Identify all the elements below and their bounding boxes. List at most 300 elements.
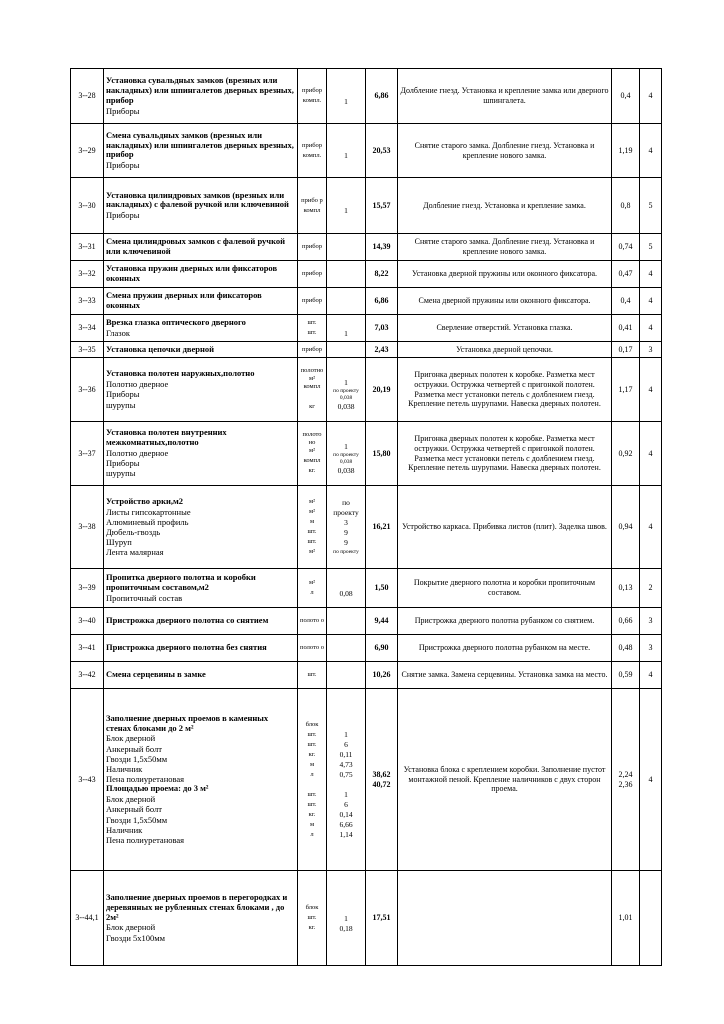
material-name: Блок дверной <box>106 922 156 933</box>
material-name: Пропиточный состав <box>106 592 183 603</box>
names-cell <box>104 422 298 486</box>
norm-cell: 15,57 <box>366 178 398 234</box>
material-unit: м² <box>308 447 316 455</box>
units-cell <box>298 358 327 422</box>
units-cell <box>298 261 327 288</box>
row-units <box>300 497 324 557</box>
coef-cell: 0,13 <box>612 569 640 608</box>
material-unit: м² <box>308 579 316 587</box>
row-names <box>106 76 295 115</box>
row-units <box>300 141 324 161</box>
material-qty: 0,75 <box>339 770 353 779</box>
work-description: Пригонка дверных полотен к коробке. Разметка мест остружки. Остружка четвертей с пригонкой полотен. Разметка мест установки петель с долблением гнезд. Крепление петель шурупами. Навеска дверных полотен. <box>398 422 612 486</box>
norm-cell: 14,39 <box>366 234 398 261</box>
material-qty: 1 <box>344 790 348 799</box>
units-cell <box>298 234 327 261</box>
names-cell <box>104 69 298 124</box>
material-qty <box>329 643 363 653</box>
coef-cell: 0,48 <box>612 635 640 662</box>
coef-cell: 0,4 <box>612 288 640 315</box>
row-units <box>300 720 324 840</box>
qtys-cell <box>327 261 366 288</box>
work-description: Долбление гнезд. Установка и крепление замка или дверного шпингалета. <box>398 69 612 124</box>
row-code: 3--29 <box>71 124 104 178</box>
names-cell <box>104 342 298 358</box>
coef-cell: 1,17 <box>612 358 640 422</box>
material-qty: 6,66 <box>339 820 353 829</box>
units-cell <box>298 871 327 966</box>
qtys-cell <box>327 689 366 871</box>
category-cell: 4 <box>640 486 662 569</box>
row-qtys <box>329 196 363 216</box>
work-description: Снятие старого замка. Долбление гнезд. Установка и крепление нового замка. <box>398 124 612 178</box>
material-qty <box>329 432 363 442</box>
material-qty: 1 <box>344 328 348 338</box>
material-qty: 0,11 <box>339 750 353 759</box>
coef-cell <box>612 689 640 871</box>
names-cell <box>104 234 298 261</box>
material-unit: кг. <box>308 750 316 758</box>
work-title: Установка полотен внутренних межкомнатных,полотно <box>106 427 227 448</box>
material-name: Гвозди 5х100мм <box>106 932 166 943</box>
row-qtys <box>329 670 363 680</box>
work-description: Долбление гнезд. Установка и крепление замка. <box>398 178 612 234</box>
row-units <box>300 431 324 477</box>
row-names <box>106 369 295 410</box>
material-unit: кг. <box>308 810 316 818</box>
material-qty: по проекту 0,038 <box>333 451 359 465</box>
material-qty: 3 <box>344 517 348 527</box>
material-qty <box>329 368 363 378</box>
coef-cell: 0,66 <box>612 608 640 635</box>
row-units <box>300 269 324 279</box>
material-name: Приборы <box>106 389 140 400</box>
material-unit: прибо р <box>301 196 323 204</box>
table-row <box>71 689 662 871</box>
row-units <box>300 903 324 933</box>
material-qty: 1,14 <box>339 830 353 839</box>
qtys-cell <box>327 69 366 124</box>
norm-cell: 2,43 <box>366 342 398 358</box>
material-unit: прибор <box>301 87 322 95</box>
material-qty <box>329 141 363 151</box>
material-unit: м <box>309 820 315 828</box>
material-name: Приборы <box>106 160 140 171</box>
row-units <box>300 616 324 626</box>
row-units <box>300 578 324 598</box>
work-title: Смена серцевины в замке <box>106 669 206 680</box>
norm-cell: 10,26 <box>366 662 398 689</box>
table-row <box>71 635 662 662</box>
names-cell <box>104 178 298 234</box>
material-unit: компл. <box>302 151 322 159</box>
category-cell: 4 <box>640 124 662 178</box>
material-qty <box>329 616 363 626</box>
row-units <box>300 345 324 355</box>
material-qty <box>329 86 363 96</box>
qtys-cell <box>327 871 366 966</box>
row-code: 3--41 <box>71 635 104 662</box>
work-description: Смена дверной пружины или оконного фиксатора. <box>398 288 612 315</box>
norm-cell: 7,03 <box>366 315 398 342</box>
material-unit: компл <box>303 457 321 465</box>
table-row <box>71 315 662 342</box>
material-qty: 0,14 <box>339 810 353 819</box>
row-units <box>300 196 324 216</box>
material-unit: компл <box>303 206 321 214</box>
qtys-cell <box>327 124 366 178</box>
coef-cell: 1,01 <box>612 871 640 966</box>
row-qtys <box>329 345 363 355</box>
row-qtys <box>329 720 363 840</box>
row-qtys <box>329 497 363 557</box>
qtys-cell <box>327 569 366 608</box>
material-unit: м <box>309 760 315 768</box>
material-name: Полотно дверное <box>106 379 169 390</box>
material-qty <box>329 780 363 790</box>
row-qtys <box>329 86 363 106</box>
qtys-cell <box>327 608 366 635</box>
row-qtys <box>329 643 363 653</box>
names-cell <box>104 486 298 569</box>
row-qtys <box>329 903 363 933</box>
material-name: Наличник <box>106 824 143 835</box>
material-qty: 9 <box>344 537 348 547</box>
material-qty: по проекту <box>333 548 359 555</box>
row-code: 3--35 <box>71 342 104 358</box>
table-row <box>71 358 662 422</box>
material-qty: 1 <box>344 206 348 215</box>
material-qty: 4,73 <box>339 760 353 769</box>
row-units <box>300 296 324 306</box>
material-unit <box>300 392 324 402</box>
norm-pair <box>368 770 395 789</box>
qtys-cell <box>327 635 366 662</box>
material-unit: шт. <box>307 730 317 738</box>
work-title: Установка цилиндровых замков (врезных или накладных) с фалевой ручкой или ключевиной <box>106 189 289 210</box>
work-description: Пригонка дверных полотен к коробке. Разметка мест остружки. Остружка четвертей с пригонкой полотен. Разметка мест установки петель с долблением гнезд. Крепление петель шурупами. Навеска дверных полотен. <box>398 358 612 422</box>
category-cell: 4 <box>640 261 662 288</box>
material-qty: 1 <box>344 378 348 388</box>
names-cell <box>104 569 298 608</box>
work-title: Смена цилиндровых замков с фалевой ручкой или ключевиной <box>106 236 286 256</box>
work-title: Устройство арки,м2 <box>106 495 184 506</box>
row-names <box>106 428 295 478</box>
norm-cell: 8,22 <box>366 261 398 288</box>
norm-cell: 20,19 <box>366 358 398 422</box>
norm-cell: 1,50 <box>366 569 398 608</box>
work-description: Снятие старого замка. Долбление гнезд. Установка и крепление нового замка. <box>398 234 612 261</box>
coef-cell: 0,17 <box>612 342 640 358</box>
row-units <box>300 643 324 653</box>
table-row <box>71 178 662 234</box>
material-unit: шт. <box>307 790 317 798</box>
row-code: 3--43 <box>71 689 104 871</box>
material-name: Анкерный болт <box>106 804 162 815</box>
units-cell <box>298 486 327 569</box>
row-qtys <box>329 242 363 252</box>
units-cell <box>298 124 327 178</box>
work-description: Установка блока с креплением коробки. Заполнение пустот монтажной пеной. Крепление наличников с двух сторон проема. <box>398 689 612 871</box>
qtys-cell <box>327 358 366 422</box>
row-names <box>106 573 295 603</box>
row-names <box>106 643 295 653</box>
material-unit: блок <box>305 720 319 728</box>
names-cell <box>104 358 298 422</box>
material-unit: прибор <box>301 270 322 278</box>
units-cell <box>298 315 327 342</box>
row-names <box>106 670 295 680</box>
work-description: Установка дверной пружины или оконного фиксатора. <box>398 261 612 288</box>
work-title: Заполнение дверных проемов в каменных стенах блоками до 2 м² <box>106 712 269 733</box>
qtys-cell <box>327 486 366 569</box>
material-unit: шт. <box>307 329 317 337</box>
row-code: 3--39 <box>71 569 104 608</box>
material-name: Шуруп <box>106 537 132 548</box>
material-qty: 1 <box>344 913 348 923</box>
material-unit: прибор <box>301 243 322 251</box>
material-unit: шт. <box>307 671 317 679</box>
material-unit: компл. <box>302 97 322 105</box>
category-cell: 5 <box>640 178 662 234</box>
material-name: Анкерный болт <box>106 743 162 754</box>
category-cell: 2 <box>640 569 662 608</box>
coef-cell: 0,59 <box>612 662 640 689</box>
material-name: Дюбель-гвоздь <box>106 526 161 537</box>
row-names <box>106 131 295 170</box>
category-cell <box>640 871 662 966</box>
row-qtys <box>329 432 363 475</box>
material-unit: м² <box>308 498 316 506</box>
row-names <box>106 237 295 257</box>
norm-value: 38,62 <box>372 769 391 779</box>
qtys-cell <box>327 315 366 342</box>
work-title: Установка сувальдных замков (врезных или накладных) или шпингалетов дверных врезных, прибор <box>106 75 294 105</box>
row-names <box>106 318 295 338</box>
material-unit: прибор <box>301 141 322 149</box>
row-names <box>106 291 295 311</box>
coef-cell: 0,74 <box>612 234 640 261</box>
material-unit: кг. <box>308 467 316 475</box>
row-names <box>106 191 295 221</box>
material-name: шурупы <box>106 399 136 410</box>
material-qty: по проекту 0,038 <box>333 387 359 401</box>
names-cell <box>104 261 298 288</box>
work-title: Площадью проема: до 3 м² <box>106 783 209 794</box>
work-title: Установка пружин дверных или фиксаторов оконных <box>106 263 278 283</box>
material-unit: полото о <box>300 644 324 652</box>
coef-cell: 1,19 <box>612 124 640 178</box>
material-unit: прибор <box>301 345 322 353</box>
material-name: Пена полиуретановая <box>106 835 185 846</box>
qtys-cell <box>327 288 366 315</box>
row-code: 3--32 <box>71 261 104 288</box>
qtys-cell <box>327 234 366 261</box>
norm-cell: 6,90 <box>366 635 398 662</box>
material-qty <box>329 345 363 355</box>
row-names <box>106 345 295 355</box>
material-qty <box>329 720 363 730</box>
row-code: 3--33 <box>71 288 104 315</box>
coef-cell: 0,94 <box>612 486 640 569</box>
norm-cell: 17,51 <box>366 871 398 966</box>
material-name: Алюминевый профиль <box>106 516 189 527</box>
material-unit: блок <box>305 904 319 912</box>
table-row <box>71 342 662 358</box>
table-row <box>71 486 662 569</box>
work-description: Сверление отверстий. Установка глазка. <box>398 315 612 342</box>
table-row <box>71 69 662 124</box>
work-title: Пристрожка дверного полотна со снятием <box>106 615 269 626</box>
coef-value: 2,36 <box>618 779 633 789</box>
material-unit: шт. <box>307 914 317 922</box>
row-names <box>106 893 295 943</box>
category-cell: 4 <box>640 422 662 486</box>
work-title: Пропитка дверного полотна и коробки пропиточным составом,м2 <box>106 572 256 592</box>
material-qty: 0,038 <box>337 465 355 475</box>
material-qty: 9 <box>344 527 348 537</box>
material-qty <box>329 196 363 206</box>
norm-cell: 16,21 <box>366 486 398 569</box>
row-code: 3--40 <box>71 608 104 635</box>
material-qty <box>329 903 363 913</box>
coef-value: 2,24 <box>618 769 633 779</box>
units-cell <box>298 662 327 689</box>
material-unit: кг. <box>308 924 316 932</box>
units-cell <box>298 689 327 871</box>
units-cell <box>298 288 327 315</box>
row-qtys <box>329 296 363 306</box>
material-name: Приборы <box>106 458 140 469</box>
norms-table <box>70 68 662 966</box>
material-qty: 0,18 <box>339 923 353 933</box>
work-title: Установка цепочки дверной <box>106 343 215 354</box>
category-cell: 4 <box>640 358 662 422</box>
table-row <box>71 288 662 315</box>
row-code: 3--44,1 <box>71 871 104 966</box>
coef-cell: 0,47 <box>612 261 640 288</box>
norm-value: 40,72 <box>372 779 391 789</box>
material-qty <box>329 242 363 252</box>
material-unit: полото о <box>300 617 324 625</box>
material-qty <box>329 296 363 306</box>
row-qtys <box>329 616 363 626</box>
row-units <box>300 670 324 680</box>
material-unit: прибор <box>301 297 322 305</box>
table-row <box>71 662 662 689</box>
row-units <box>300 367 324 413</box>
table-row <box>71 871 662 966</box>
row-units <box>300 318 324 338</box>
norm-cell: 6,86 <box>366 69 398 124</box>
table-row <box>71 261 662 288</box>
row-names <box>106 616 295 626</box>
material-name: Пена полиуретановая <box>106 774 185 785</box>
row-code: 3--34 <box>71 315 104 342</box>
row-names <box>106 497 295 558</box>
row-code: 3--30 <box>71 178 104 234</box>
material-name: шурупы <box>106 468 136 479</box>
units-cell <box>298 635 327 662</box>
material-unit: м <box>309 518 315 526</box>
names-cell <box>104 124 298 178</box>
material-qty: по <box>342 497 350 507</box>
qtys-cell <box>327 422 366 486</box>
coef-cell: 0,41 <box>612 315 640 342</box>
material-qty: 1 <box>344 730 348 739</box>
row-code: 3--38 <box>71 486 104 569</box>
material-unit: л <box>310 589 314 597</box>
coef-cell: 0,92 <box>612 422 640 486</box>
material-qty: 1 <box>344 151 348 160</box>
names-cell <box>104 871 298 966</box>
coef-cell: 0,4 <box>612 69 640 124</box>
material-name: Гвозди 1,5х50мм <box>106 814 168 825</box>
material-name: Блок дверной <box>106 794 156 805</box>
units-cell <box>298 178 327 234</box>
work-description: Покрытие дверного полотна и коробки пропиточным составом. <box>398 569 612 608</box>
work-title: Смена пружин дверных или фиксаторов оконных <box>106 290 262 310</box>
material-unit: шт. <box>307 538 317 546</box>
material-qty: 0,038 <box>337 401 355 411</box>
row-code: 3--36 <box>71 358 104 422</box>
names-cell <box>104 635 298 662</box>
norm-cell: 20,53 <box>366 124 398 178</box>
work-title: Установка полотен наружных,полотно <box>106 368 255 379</box>
material-qty: 6 <box>344 740 348 749</box>
material-name: Гвозди 1,5х50мм <box>106 753 168 764</box>
work-title: Смена сувальдных замков (врезных или накладных) или шпингалетов дверных врезных, прибор <box>106 129 294 160</box>
category-cell: 3 <box>640 635 662 662</box>
norm-cell: 15,80 <box>366 422 398 486</box>
row-code: 3--42 <box>71 662 104 689</box>
table-row <box>71 422 662 486</box>
units-cell <box>298 608 327 635</box>
category-cell: 4 <box>640 69 662 124</box>
norm-cell: 9,44 <box>366 608 398 635</box>
material-unit: кг <box>309 403 315 411</box>
material-unit: полото но <box>302 430 322 446</box>
table-row <box>71 124 662 178</box>
material-qty: 0,08 <box>339 588 353 598</box>
work-title: Врезка глазка оптического дверного <box>106 317 246 328</box>
table-row <box>71 608 662 635</box>
row-qtys <box>329 141 363 161</box>
row-qtys <box>329 578 363 598</box>
qtys-cell <box>327 342 366 358</box>
names-cell <box>104 608 298 635</box>
category-cell: 4 <box>640 315 662 342</box>
qtys-cell <box>327 178 366 234</box>
material-unit: л <box>310 770 314 778</box>
row-code: 3--37 <box>71 422 104 486</box>
category-cell: 5 <box>640 234 662 261</box>
category-cell: 3 <box>640 608 662 635</box>
material-qty <box>329 318 363 328</box>
material-qty <box>329 670 363 680</box>
qtys-cell <box>327 662 366 689</box>
work-description <box>398 871 612 966</box>
row-qtys <box>329 368 363 411</box>
units-cell <box>298 69 327 124</box>
material-name: Лента малярная <box>106 547 164 558</box>
work-description: Снятие замка. Замена серцевины. Установка замка на место. <box>398 662 612 689</box>
table-row <box>71 234 662 261</box>
work-description: Пристрожка дверного полотна рубанком на месте. <box>398 635 612 662</box>
units-cell <box>298 569 327 608</box>
material-unit: м² <box>308 508 316 516</box>
names-cell <box>104 689 298 871</box>
